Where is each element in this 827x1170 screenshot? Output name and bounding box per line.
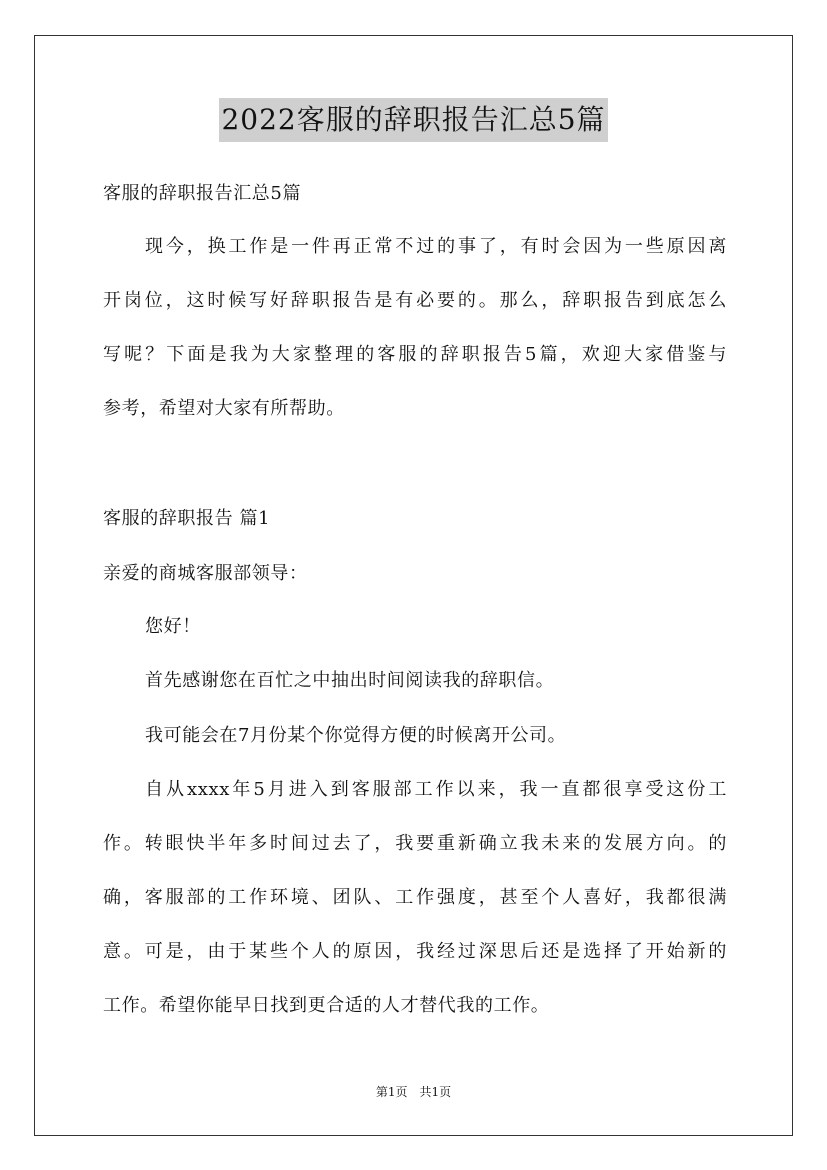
paragraph-thanks: 首先感谢您在百忙之中抽出时间阅读我的辞职信。: [145, 670, 555, 691]
body-line-4: 意。可是，由于某些个人的原因，我经过深思后还是选择了开始新的: [103, 941, 727, 962]
intro-line-1: 现今，换工作是一件再正常不过的事了，有时会因为一些原因离: [145, 236, 727, 257]
body-line-3: 确，客服部的工作环境、团队、工作强度，甚至个人喜好，我都很满: [103, 887, 727, 908]
intro-line-3: 写呢？下面是我为大家整理的客服的辞职报告5篇，欢迎大家借鉴与: [103, 344, 727, 365]
paragraph-leave-date: 我可能会在7月份某个你觉得方便的时候离开公司。: [145, 725, 567, 746]
body-line-5: 工作。希望你能早日找到更合适的人才替代我的工作。: [103, 995, 550, 1016]
body-line-2: 作。转眼快半年多时间过去了，我要重新确立我未来的发展方向。的: [103, 833, 727, 854]
document-title: 2022客服的辞职报告汇总5篇: [219, 98, 607, 142]
intro-line-2: 开岗位，这时候写好辞职报告是有必要的。那么，辞职报告到底怎么: [103, 290, 727, 311]
subtitle: 客服的辞职报告汇总5篇: [103, 183, 302, 204]
intro-line-4: 参考，希望对大家有所帮助。: [103, 398, 345, 419]
page-number: 第1页 共1页: [375, 1085, 452, 1099]
salutation: 亲爱的商城客服部领导：: [103, 563, 308, 584]
body-line-1: 自从xxxx年5月进入到客服部工作以来，我一直都很享受这份工: [145, 779, 727, 800]
section-heading: 客服的辞职报告 篇1: [103, 508, 271, 529]
title-container: [0, 98, 827, 142]
greeting: 您好！: [145, 616, 201, 637]
